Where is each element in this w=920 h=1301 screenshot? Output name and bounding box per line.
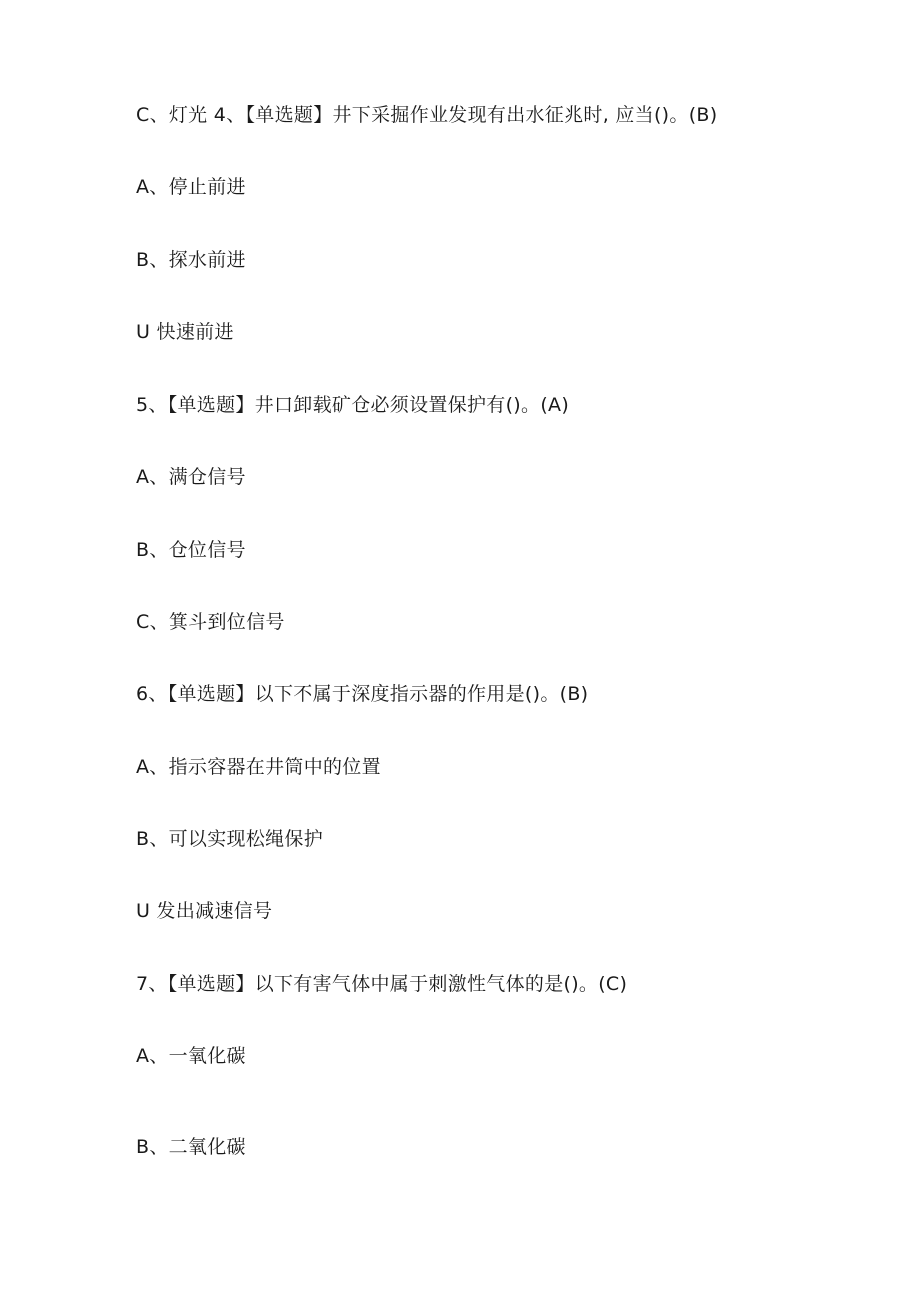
q7-option-a: A、一氧化碳 bbox=[136, 1045, 246, 1067]
question-6: 6、【单选题】以下不属于深度指示器的作用是()。(B) bbox=[136, 683, 589, 705]
question-5: 5、【单选题】井口卸载矿仓必须设置保护有()。(A) bbox=[136, 394, 570, 416]
q7-option-b: B、二氧化碳 bbox=[136, 1136, 246, 1158]
q5-option-b: B、仓位信号 bbox=[136, 539, 246, 561]
question-7: 7、【单选题】以下有害气体中属于刺激性气体的是()。(C) bbox=[136, 973, 628, 995]
q4-option-a: A、停止前进 bbox=[136, 176, 246, 198]
q6-option-a: A、指示容器在井筒中的位置 bbox=[136, 756, 381, 778]
q5-option-a: A、满仓信号 bbox=[136, 466, 246, 488]
q4-option-c: U 快速前进 bbox=[136, 321, 234, 343]
q4-option-b: B、探水前进 bbox=[136, 249, 246, 271]
q6-option-c: U 发出减速信号 bbox=[136, 900, 273, 922]
option-c-question-4: C、灯光 4、【单选题】井下采掘作业发现有出水征兆时, 应当()。(B) bbox=[136, 104, 718, 126]
q5-option-c: C、箕斗到位信号 bbox=[136, 611, 285, 633]
q6-option-b: B、可以实现松绳保护 bbox=[136, 828, 324, 850]
